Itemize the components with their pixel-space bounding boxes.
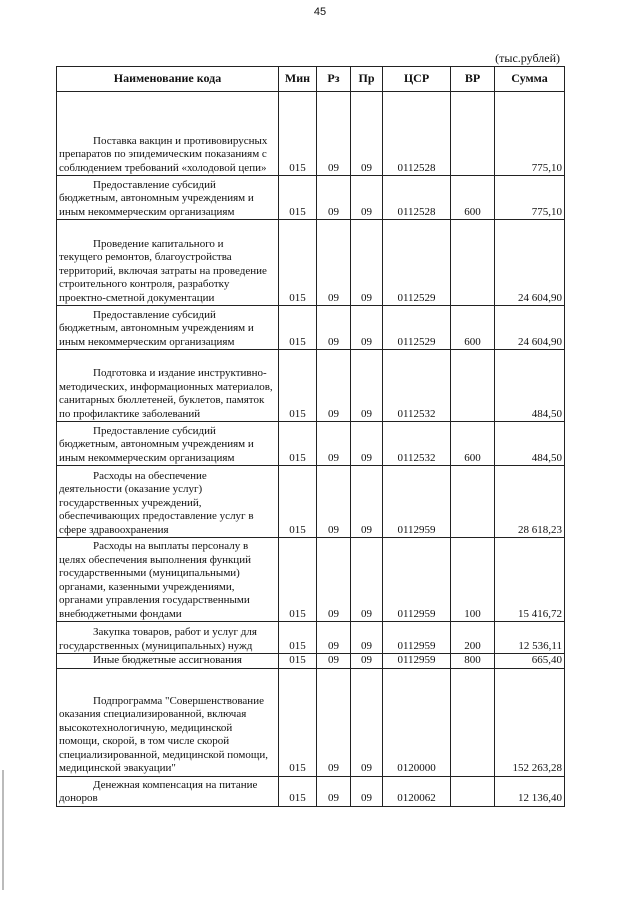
csr-cell: 0120000 [383, 668, 451, 776]
csr-cell: 0112528 [383, 176, 451, 220]
pr-cell: 09 [351, 466, 383, 538]
row-name-line: строительного контроля, разработку [59, 278, 230, 290]
row-name-line: иным некоммерческим организациям [59, 205, 235, 218]
sum-cell: 775,10 [495, 92, 565, 176]
table-row [57, 654, 565, 669]
vr-cell: 600 [451, 306, 495, 350]
row-name-line: высокотехнологичную, медицинской [59, 721, 233, 734]
scan-edge-mark [2, 770, 4, 890]
rz-cell: 09 [317, 176, 351, 220]
row-name-line: специализированной, медицинской помощи, [59, 748, 268, 761]
csr-cell: 0112959 [383, 466, 451, 538]
row-name-line: препаратов по эпидемическим показаниям с [59, 148, 267, 160]
vr-cell [451, 350, 495, 422]
rz-cell: 09 [317, 622, 351, 654]
row-name-line: помощи, скорой, в том числе скорой [59, 735, 230, 747]
pr-cell: 09 [351, 654, 383, 669]
vr-cell [451, 466, 495, 538]
sum-cell: 152 263,28 [495, 668, 565, 776]
rz-cell: 09 [317, 668, 351, 776]
table-row [57, 776, 565, 806]
row-name-cell [57, 466, 279, 538]
row-name-line: внебюджетными фондами [59, 607, 182, 620]
csr-cell: 0112529 [383, 220, 451, 306]
budget-table [56, 66, 565, 807]
row-name-line: территорий, включая затраты на проведение [59, 264, 267, 277]
row-name-line: Подпрограмма "Совершенствование [93, 694, 264, 707]
vr-cell [451, 668, 495, 776]
rz-cell: 09 [317, 538, 351, 622]
min-cell: 015 [279, 776, 317, 806]
header-sum: Сумма [495, 67, 565, 92]
row-name-line: текущего ремонтов, благоустройства [59, 251, 232, 263]
min-cell: 015 [279, 306, 317, 350]
pr-cell: 09 [351, 350, 383, 422]
vr-cell [451, 776, 495, 806]
vr-cell: 100 [451, 538, 495, 622]
sum-cell: 12 136,40 [495, 776, 565, 806]
row-name-line: государственных (муниципальных) нужд [59, 639, 253, 652]
csr-cell: 0112959 [383, 622, 451, 654]
vr-cell: 600 [451, 176, 495, 220]
rz-cell: 09 [317, 92, 351, 176]
row-name-line: медицинской эвакуации" [59, 762, 176, 774]
csr-cell: 0112532 [383, 350, 451, 422]
rz-cell: 09 [317, 350, 351, 422]
pr-cell: 09 [351, 422, 383, 466]
sum-cell: 28 618,23 [495, 466, 565, 538]
pr-cell: 09 [351, 92, 383, 176]
csr-cell: 0112959 [383, 654, 451, 669]
vr-cell [451, 220, 495, 306]
row-name-line: государственными (муниципальными) [59, 567, 240, 579]
row-name-line: целях обеспечения выполнения функций [59, 553, 251, 566]
min-cell: 015 [279, 92, 317, 176]
row-name-cell [57, 776, 279, 806]
row-name-line: Предоставление субсидий [93, 424, 216, 437]
sum-cell: 484,50 [495, 422, 565, 466]
row-name-line: Закупка товаров, работ и услуг для [93, 626, 257, 638]
row-name-line: по профилактике заболеваний [59, 407, 201, 420]
row-name-line: Поставка вакцин и противовирусных [93, 134, 268, 147]
row-name-line: методических, информационных материалов, [59, 380, 273, 393]
row-name-line: соблюдением требований «холодовой цепи» [59, 161, 267, 174]
sum-cell: 12 536,11 [495, 622, 565, 654]
pr-cell: 09 [351, 306, 383, 350]
row-name-line: доноров [59, 792, 98, 804]
row-name-line: обеспечивающих предоставление услуг в [59, 510, 254, 522]
units-label: (тыс.рублей) [495, 51, 560, 65]
row-name-line: Денежная компенсация на питание [93, 778, 258, 791]
row-name-line: сфере здравоохранения [59, 523, 169, 536]
rz-cell: 09 [317, 654, 351, 669]
header-vr: ВР [451, 67, 495, 92]
csr-cell: 0120062 [383, 776, 451, 806]
row-name-line: органами, казенными учреждениями, [59, 580, 235, 593]
row-name-cell [57, 350, 279, 422]
min-cell: 015 [279, 466, 317, 538]
table-body [57, 92, 565, 807]
row-name-line: Предоставление субсидий [93, 308, 216, 321]
row-name-line: Иные бюджетные ассигнования [93, 654, 242, 666]
rz-cell: 09 [317, 422, 351, 466]
min-cell: 015 [279, 622, 317, 654]
min-cell: 015 [279, 654, 317, 669]
csr-cell: 0112528 [383, 92, 451, 176]
table-row [57, 422, 565, 466]
min-cell: 015 [279, 350, 317, 422]
row-name-cell [57, 176, 279, 220]
sum-cell: 15 416,72 [495, 538, 565, 622]
vr-cell: 600 [451, 422, 495, 466]
sum-cell: 24 604,90 [495, 220, 565, 306]
rz-cell: 09 [317, 776, 351, 806]
pr-cell: 09 [351, 668, 383, 776]
row-name-line: деятельности (оказание услуг) [59, 483, 203, 495]
table-row [57, 622, 565, 654]
row-name-cell [57, 220, 279, 306]
row-name-line: иным некоммерческим организациям [59, 451, 235, 464]
header-rz: Рз [317, 67, 351, 92]
row-name-cell [57, 306, 279, 350]
row-name-line: санитарных бюллетеней, буклетов, памяток [59, 394, 265, 406]
table-row [57, 176, 565, 220]
row-name-line: бюджетным, автономным учреждениям и [59, 438, 254, 450]
header-name: Наименование кода [57, 67, 279, 92]
row-name-line: органами управления государственными [59, 594, 250, 606]
vr-cell: 200 [451, 622, 495, 654]
table-row [57, 220, 565, 306]
csr-cell: 0112532 [383, 422, 451, 466]
row-name-line: Проведение капитального и [93, 237, 224, 250]
sum-cell: 484,50 [495, 350, 565, 422]
sum-cell: 775,10 [495, 176, 565, 220]
sum-cell: 665,40 [495, 654, 565, 669]
rz-cell: 09 [317, 466, 351, 538]
row-name-line: Расходы на обеспечение [93, 469, 207, 482]
pr-cell: 09 [351, 176, 383, 220]
rz-cell: 09 [317, 306, 351, 350]
row-name-cell [57, 422, 279, 466]
table-row [57, 350, 565, 422]
row-name-cell [57, 668, 279, 776]
row-name-line: бюджетным, автономным учреждениям и [59, 322, 254, 334]
rz-cell: 09 [317, 220, 351, 306]
min-cell: 015 [279, 538, 317, 622]
vr-cell: 800 [451, 654, 495, 669]
vr-cell [451, 92, 495, 176]
row-name-line: Расходы на выплаты персоналу в [93, 540, 249, 552]
row-name-cell [57, 622, 279, 654]
row-name-line: иным некоммерческим организациям [59, 335, 235, 348]
row-name-line: Подготовка и издание инструктивно- [93, 367, 267, 379]
min-cell: 015 [279, 220, 317, 306]
table-row [57, 466, 565, 538]
header-pr: Пр [351, 67, 383, 92]
row-name-cell [57, 654, 279, 669]
csr-cell: 0112529 [383, 306, 451, 350]
row-name-line: бюджетным, автономным учреждениям и [59, 192, 254, 204]
row-name-cell [57, 538, 279, 622]
header-csr: ЦСР [383, 67, 451, 92]
min-cell: 015 [279, 422, 317, 466]
csr-cell: 0112959 [383, 538, 451, 622]
sum-cell: 24 604,90 [495, 306, 565, 350]
pr-cell: 09 [351, 776, 383, 806]
pr-cell: 09 [351, 220, 383, 306]
table-row [57, 306, 565, 350]
row-name-line: Предоставление субсидий [93, 178, 216, 191]
table-row [57, 92, 565, 176]
pr-cell: 09 [351, 538, 383, 622]
page-number: 45 [313, 6, 327, 18]
min-cell: 015 [279, 176, 317, 220]
header-min: Мин [279, 67, 317, 92]
table-row [57, 668, 565, 776]
pr-cell: 09 [351, 622, 383, 654]
row-name-line: государственных учреждений, [59, 496, 202, 509]
row-name-cell [57, 92, 279, 176]
table-header-row [57, 67, 565, 92]
table-row [57, 538, 565, 622]
row-name-line: оказания специализированной, включая [59, 708, 247, 720]
row-name-line: проектно-сметной документации [59, 291, 215, 304]
min-cell: 015 [279, 668, 317, 776]
